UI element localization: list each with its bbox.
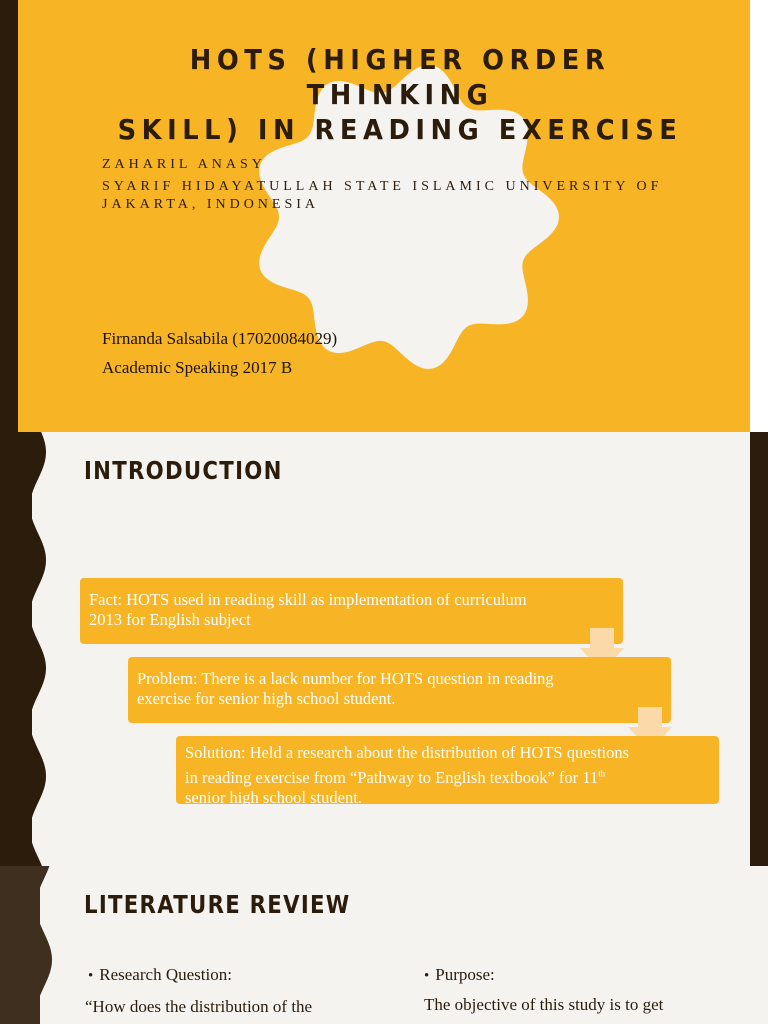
- fact-box: [80, 578, 623, 644]
- wavy-edge-decoration: [0, 866, 70, 1024]
- right-edge-band: [750, 0, 768, 432]
- author-name: ZAHARIL ANASY: [102, 157, 266, 172]
- wavy-edge-decoration: [0, 432, 60, 866]
- research-question-text: “How does the distribution of the: [85, 997, 313, 1016]
- bullet-icon: •: [424, 968, 430, 984]
- affiliation-line-2: JAKARTA, INDONESIA: [102, 197, 320, 212]
- research-question-label: Research Question:: [99, 965, 232, 984]
- class-name: Academic Speaking 2017 B: [102, 358, 293, 377]
- affiliation-line-1: SYARIF HIDAYATULLAH STATE ISLAMIC UNIVERSITY OF: [102, 179, 663, 194]
- title-line-2: SKILL) IN READING EXERCISE: [117, 113, 683, 146]
- title-line-1: HOTS (HIGHER ORDER THINKING: [189, 43, 611, 111]
- purpose-text: The objective of this study is to get: [424, 995, 664, 1014]
- solution-box: [176, 736, 719, 807]
- solution-line-3: senior high school student.: [185, 787, 362, 807]
- introduction-slide: [0, 432, 768, 866]
- purpose-label: Purpose:: [435, 965, 495, 984]
- ordinal-suffix: th: [598, 768, 606, 778]
- title-slide: [0, 0, 768, 432]
- problem-line-2: exercise for senior high school student.: [137, 689, 396, 708]
- presentation-title: [96, 42, 703, 147]
- bullet-icon: •: [88, 968, 94, 984]
- fact-line-1: Fact: HOTS used in reading skill as implementation of curriculum: [89, 590, 527, 609]
- presenter-name: Firnanda Salsabila (17020084029): [102, 329, 338, 348]
- problem-line-1: Problem: There is a lack number for HOTS question in reading: [137, 669, 554, 688]
- research-question-bullet: [88, 965, 232, 985]
- literature-review-heading: LITERATURE REVIEW: [84, 890, 351, 919]
- affiliation: [102, 178, 662, 214]
- solution-line-2-text: in reading exercise from “Pathway to English textbook” for 11: [185, 767, 599, 787]
- literature-review-slide: [0, 866, 768, 1024]
- solution-line-2: [185, 768, 605, 787]
- fact-line-2: 2013 for English subject: [89, 610, 251, 629]
- solution-line-1: Solution: Held a research about the distribution of HOTS questions: [185, 743, 630, 762]
- introduction-heading: INTRODUCTION: [84, 456, 283, 485]
- purpose-bullet: [424, 965, 495, 985]
- left-accent-band: [0, 0, 18, 432]
- problem-box: [128, 657, 671, 723]
